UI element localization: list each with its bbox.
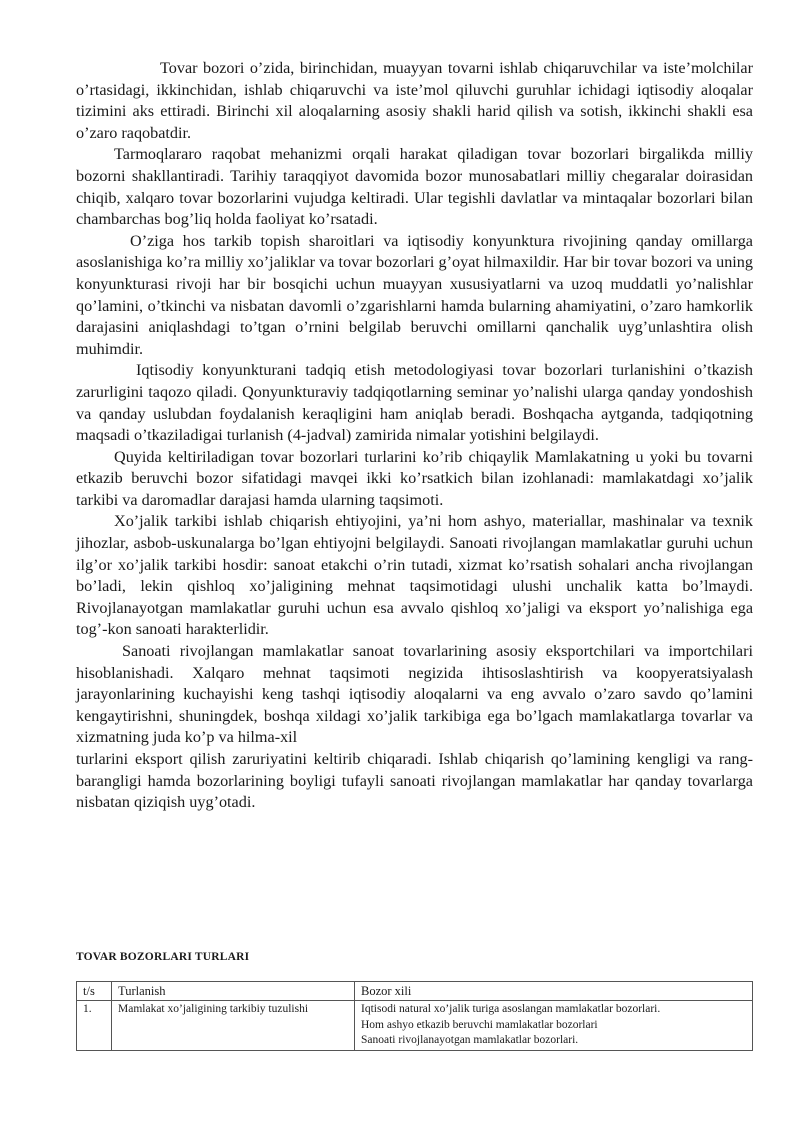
- paragraph: Xo’jalik tarkibi ishlab chiqarish ehtiyojini, ya’ni hom ashyo, materiallar, mashinalar va texnik jihozlar, asbob-uskunalarga bo’lgan ehtiyojni belgilaydi. Sanoati rivojlangan mamlakatlar guruhi uchun ilg’or xo’jalik tarkibi hosdir: sanoat etakchi o’rin tutadi, xizmat ko’rsatish sohalari ancha rivojlangan bo’ladi, lekin qishloq xo’jaligining mehnat taqsimotidagi ulushi unchalik katta bo’lmaydi. Rivojlanayotgan mamlakatlar guruhi uchun esa avvalo qishloq xo’jaligi va eksport yo’nalishiga ega tog’-kon sanoati harakterlidir.: [76, 512, 753, 639]
- column-header-bozor-xili: Bozor xili: [355, 982, 753, 1001]
- paragraph: O’ziga hos tarkib topish sharoitlari va iqtisodiy konyunktura rivojining qanday omillarga asoslanishiga ko’ra milliy xo’jaliklar va tovar bozorlari g’oyat hilmaxildir. Har bir tovar bozori va uning konyunkturasi rivoji har bir bosqichi uchun muayyan xususiyatlarni va uzoq muddatli yo’nalishlar qo’lamini, o’tkinchi va nisbatan davomli o’zgarishlarni hamda bularning ahamiyatini, o’zaro hamkorlik darajasini aniqlashdagi to’tgan o’rnini belgilab beruvchi omillarni qanchalik uyg’unlashtira olish muhimdir.: [76, 231, 753, 358]
- market-types-table: [76, 981, 753, 1051]
- row-number: 1.: [77, 1001, 112, 1051]
- paragraph: Sanoati rivojlangan mamlakatlar sanoat tovarlarining asosiy eksportchilari va importchilari hisoblanishadi. Xalqaro mehnat taqsimoti negizida ihtisoslashtirish va koopyeratsiyalash jarayonlarining kuchayishi keng tashqi iqtisodiy aloqalarni va eng avvalo o’zaro savdo qo’lamini kengaytirishni, shuningdek, boshqa xildagi xo’jalik tarkibiga ega bo’lgach mamlakatlarga tovarlar va xizmatning juda ko’p va hilma-xil: [76, 642, 753, 747]
- bozor-line: Iqtisodi natural xo’jalik turiga asoslangan mamlakatlar bozorlari.: [361, 1003, 661, 1015]
- table-header-row: [77, 982, 753, 1001]
- paragraph: turlarini eksport qilish zaruriyatini keltirib chiqaradi. Ishlab chiqarish qo’lamining kengligi va rang-barangligi hamda bozorlarining boyligi tufayli sanoati rivojlangan mamlakatlar har qanday tovarlarga nisbatan qiziqish uyg’otadi.: [76, 750, 753, 812]
- row-bozor-xili: [355, 1001, 753, 1051]
- document-body: [76, 58, 753, 814]
- paragraph: Iqtisodiy konyunkturani tadqiq etish metodologiyasi tovar bozorlari turlanishini o’tkazish zarurligini taqozo qiladi. Qonyunkturaviy tadqiqotlarning seminar yo’nalishi ularga qanday yondoshish va qanday uslubdan foydalanish keraqligini ham aniqlab beradi. Boshqacha aytganda, tadqiqotning maqsadi o’tkaziladigai turlanish (4-jadval) zamirida nimalar yotishini belgilaydi.: [76, 361, 753, 445]
- table-title: TOVAR BOZORLARI TURLARI: [76, 951, 250, 963]
- paragraph: Tarmoqlararo raqobat mehanizmi orqali harakat qiladigan tovar bozorlari birgalikda milliy bozorni shakllantiradi. Tarihiy taraqqiyot davomida bozor munosabatlari milliy chegaralar doirasidan chiqib, xalqaro tovar bozorlarini vujudga keltiradi. Ular tegishli davlatlar va mintaqalar bozorlari bilan chambarchas bog’liq holda faoliyat ko’rsatadi.: [76, 145, 753, 229]
- column-header-number: t/s: [77, 982, 112, 1001]
- row-turlanish: Mamlakat xo’jaligining tarkibiy tuzulishi: [112, 1001, 355, 1051]
- table-row: [77, 1001, 753, 1051]
- bozor-line: Hom ashyo etkazib beruvchi mamlakatlar bozorlari: [361, 1018, 598, 1031]
- bozor-line: Sanoati rivojlanayotgan mamlakatlar bozorlari.: [361, 1034, 579, 1046]
- paragraph: Tovar bozori o’zida, birinchidan, muayyan tovarni ishlab chiqaruvchilar va iste’molchilar o’rtasidagi, ikkinchidan, ishlab chiqaruvchi va iste’mol qiluvchi guruhlar ichidagi iqtisodiy aloqalar tizimini aks ettiradi. Birinchi xil aloqalarning asosiy shakli harid qilish va sotish, ikkinchi shakli esa o’zaro raqobatdir.: [76, 59, 753, 142]
- paragraph: Quyida keltiriladigan tovar bozorlari turlarini ko’rib chiqaylik Mamlakatning u yoki bu tovarni etkazib beruvchi bozor sifatidagi mavqei ikki ko’rsatkich bilan izohlanadi: mamlakatdagi xo’jalik tarkibi va daromadlar darajasi hamda ularning taqsimoti.: [76, 447, 753, 509]
- column-header-turlanish: Turlanish: [112, 982, 355, 1001]
